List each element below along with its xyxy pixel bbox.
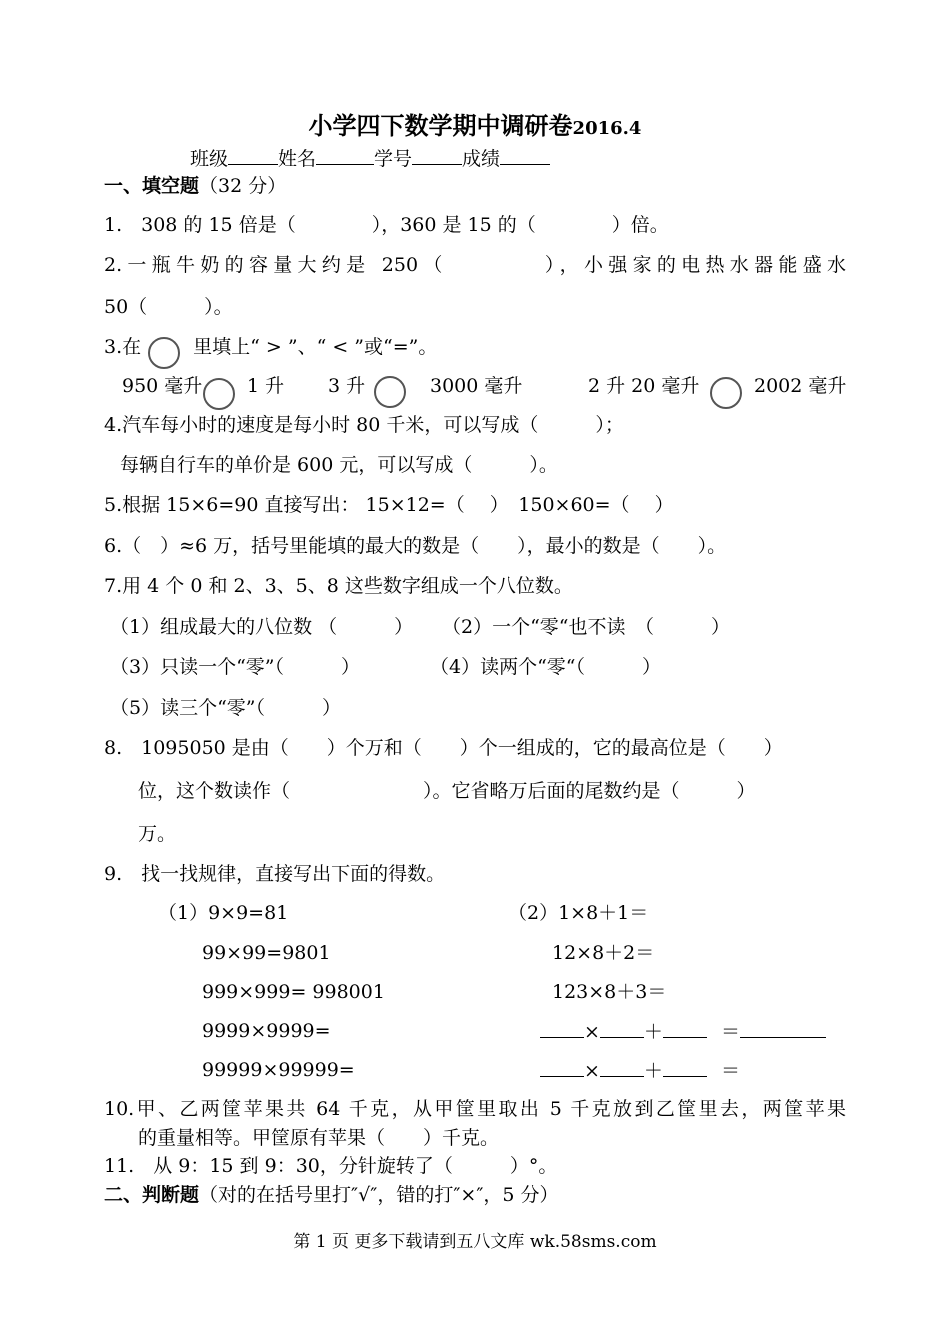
answer-blank[interactable] [663,1019,707,1038]
question-10-line2: 的重量相等。甲筐原有苹果（ ）千克。 [138,1127,500,1149]
student-info-line: 班级 姓名 学号 成绩 [190,146,550,171]
section1-heading: 一、填空题（32 分） [104,175,287,197]
id-blank[interactable] [412,146,462,165]
answer-blank[interactable] [663,1058,707,1077]
question-7-5: （5）读三个“零”（ ） [110,697,342,719]
page-footer: 第 1 页 更多下载请到五八文库 wk.58sms.com [293,1232,657,1252]
question-4-line2: 每辆自行车的单价是 600 元，可以写成（ ）。 [120,454,558,476]
question-8-line3: 万。 [138,823,177,845]
q3-item1: 950 毫升 [122,375,203,397]
question-8-line2: 位，这个数读作（ ）。它省略万后面的尾数约是（ ） [138,780,756,802]
q9-right-3: 123×8＋3＝ [552,981,667,1003]
q9-left-3: 999×999= 998001 [202,981,385,1003]
question-7-3: （3）只读一个“零”（ ） [110,656,361,678]
answer-blank[interactable] [540,1058,584,1077]
question-1: 1. 308 的 15 倍是（ ），360 是 15 的（ ）倍。 [104,214,669,236]
class-blank[interactable] [228,146,278,165]
question-7-4: （4）读两个“零“（ ） [430,656,662,678]
answer-blank[interactable] [600,1019,644,1038]
answer-blank[interactable] [540,1019,584,1038]
q9-right-2: 12×8＋2＝ [552,942,655,964]
question-5: 5.根据 15×6=90 直接写出： 15×12=（ ） 150×60=（ ） [104,494,674,516]
name-blank[interactable] [316,146,374,165]
question-2-line2: 50（ ）。 [104,296,233,318]
score-blank[interactable] [500,146,550,165]
question-9: 9. 找一找规律，直接写出下面的得数。 [104,863,446,885]
question-6: 6.（ ）≈6 万，括号里能填的最大的数是（ ），最小的数是（ ）。 [104,535,727,557]
question-2-line1: 2.一瓶牛奶的容量大约是 250（ ），小强家的电热水器能盛水 [104,254,846,276]
question-7: 7.用 4 个 0 和 2、3、5、8 这些数字组成一个八位数。 [104,575,573,597]
question-7-1: （1）组成最大的八位数 （ ） [110,616,414,638]
q9-left-1: （1）9×9=81 [158,902,289,924]
q3-item3: 3 升 [328,375,366,397]
compare-circle[interactable] [374,376,406,408]
q9-right-4: × ＋ ＝ [540,1019,826,1044]
q3-item6: 2002 毫升 [754,375,847,397]
question-3: 3.在 里填上“ > ”、“ < ”或“=”。 [104,336,438,358]
page-title: 小学四下数学期中调研卷2016.4 [308,111,642,140]
q9-right-5: × ＋ ＝ [540,1058,740,1083]
answer-blank[interactable] [600,1058,644,1077]
q3-item4: 3000 毫升 [430,375,523,397]
compare-circle[interactable] [203,378,235,410]
q3-item5: 2 升 20 毫升 [588,375,700,397]
question-4-line1: 4.汽车每小时的速度是每小时 80 千米，可以写成（ ）； [104,414,624,436]
q3-item2: 1 升 [247,375,285,397]
compare-circle[interactable] [710,377,742,409]
q9-left-4: 9999×9999= [202,1020,331,1042]
question-8-line1: 8. 1095050 是由（ ）个万和（ ）个一组成的，它的最高位是（ ） [104,737,783,759]
question-7-2: （2）一个“零“也不读 （ ） [442,616,731,638]
compare-circle[interactable] [148,337,180,369]
q9-left-2: 99×99=9801 [202,942,331,964]
question-11: 11. 从 9：15 到 9：30，分针旋转了（ ）°。 [104,1155,558,1177]
q9-right-1: （2）1×8＋1＝ [508,902,649,924]
q9-left-5: 99999×99999= [202,1059,355,1081]
answer-blank[interactable] [740,1019,826,1038]
question-10-line1: 10.甲、乙两筐苹果共 64 千克，从甲筐里取出 5 千克放到乙筐里去，两筐苹果 [104,1098,846,1120]
section2-heading: 二、判断题（对的在括号里打″√″，错的打″×″，5 分） [104,1184,559,1206]
